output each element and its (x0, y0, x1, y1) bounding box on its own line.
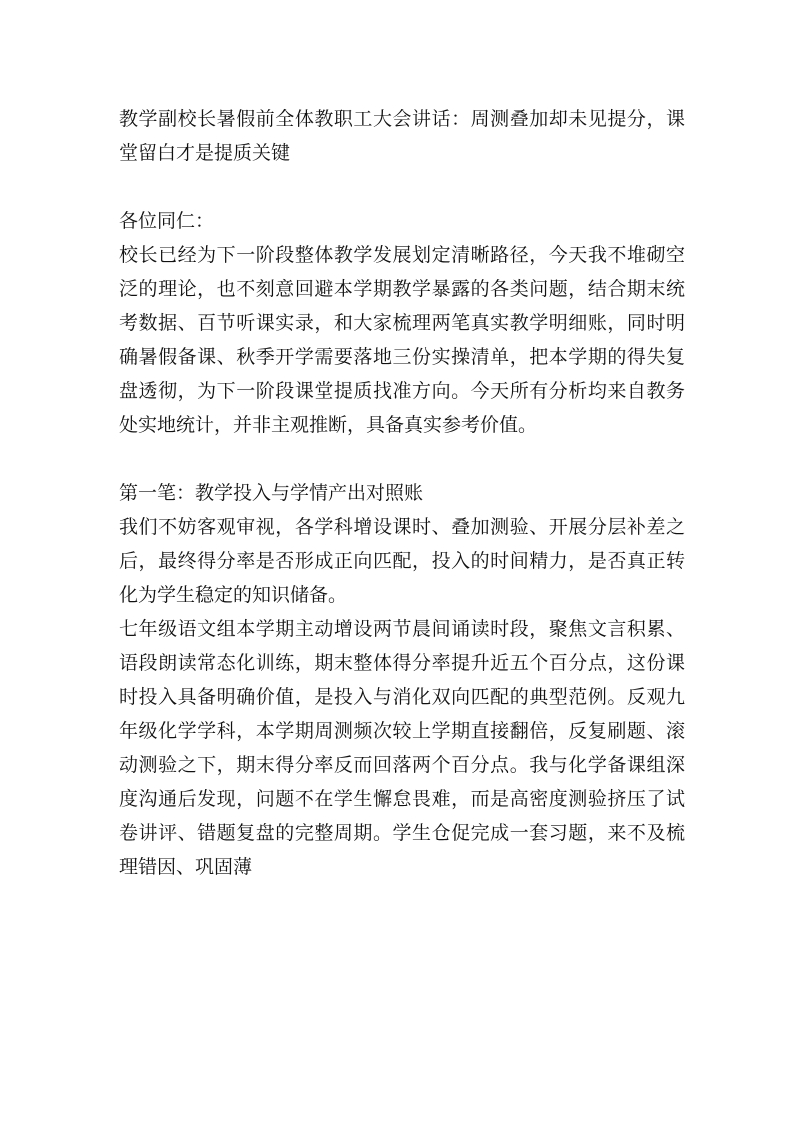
body-paragraph: 七年级语文组本学期主动增设两节晨间诵读时段，聚焦文言积累、语段朗读常态化训练，期末整体得分率提升近五个百分点，这份课时投入具备明确价值，是投入与消化双向匹配的典型范例。反观九年级化学学科，本学期周测频次较上学期直接翻倍，反复刷题、滚动测验之下，期末得分率反而回落两个百分点。我与化学备课组深度沟通后发现，问题不在学生懈怠畏难，而是高密度测验挤压了试卷讲评、错题复盘的完整周期。学生仓促完成一套习题，来不及梳理错因、巩固薄 (119, 618, 685, 878)
body-paragraph: 我们不妨客观审视，各学科增设课时、叠加测验、开展分层补差之后，最终得分率是否形成正向匹配，投入的时间精力，是否真正转化为学生稳定的知识储备。 (119, 516, 685, 606)
section-heading: 第一笔：教学投入与学情产出对照账 (119, 482, 424, 504)
speech-title: 教学副校长暑假前全体教职工大会讲话：周测叠加却未见提分，课堂留白才是提质关键 (119, 108, 685, 164)
document-page (119, 102, 685, 884)
greeting: 各位同仁： (119, 210, 215, 232)
intro-paragraph: 校长已经为下一阶段整体教学发展划定清晰路径，今天我不堆砌空泛的理论，也不刻意回避本学期教学暴露的各类问题，结合期末统考数据、百节听课实录，和大家梳理两笔真实教学明细账，同时明确暑假备课、秋季开学需要落地三份实操清单，把本学期的得失复盘透彻，为下一阶段课堂提质找准方向。今天所有分析均来自教务处实地统计，并非主观推断，具备真实参考价值。 (119, 244, 685, 436)
